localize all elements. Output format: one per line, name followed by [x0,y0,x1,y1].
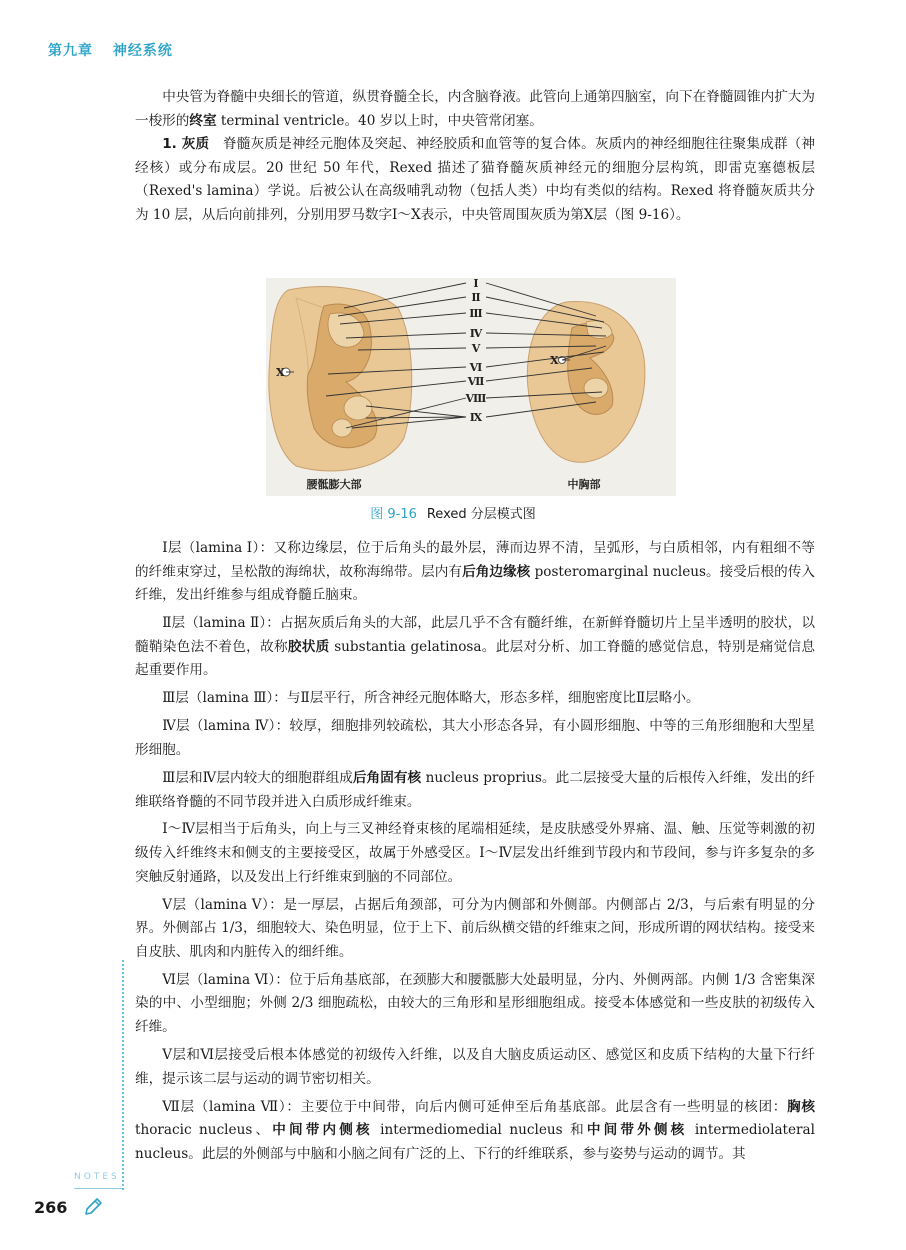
lamina-label: Ⅵ [469,361,483,374]
lumbosacral-section [269,287,412,471]
notes-divider [74,1188,122,1189]
term-gelatinosa: 胶状质 [287,638,330,655]
term-intermediolateral: 中间带外侧核 [586,1122,688,1139]
lamina-label: Ⅸ [469,411,483,424]
lumbosacral-caption: 腰骶膨大部 [306,478,362,491]
section-heading: 1. 灰质 [162,136,210,153]
paragraph-gray-matter: 1. 灰质 脊髓灰质是神经元胞体及突起、神经胶质和血管等的复合体。灰质内的神经细胞往往聚集成群（神经核）或分布成层。20 世纪 50 年代，Rexed 描述了猫脊髓灰质神经元的细胞分层构筑，即雷克塞德板层（Rexed's lamina）学说。后被公认在高级哺乳动物（包括人类）中均有类似的结构。Rexed 将脊髓灰质共分为 10 层，从后向前排列，分别用罗马数字Ⅰ～Ⅹ表示，中央管周围灰质为第Ⅹ层（图 9-16）。 [135,136,815,223]
figure-number: 图 9-16 [370,507,417,522]
paragraph-lamina-4: Ⅳ层（lamina Ⅳ）：较厚，细胞排列较疏松，其大小形态各异，有小圆形细胞、中等的三角形细胞和大型星形细胞。 [135,718,816,758]
figure-title: Rexed 分层模式图 [426,507,536,522]
paragraph-nucleus-proprius: Ⅲ层和Ⅳ层内较大的细胞群组成后角固有核 nucleus proprius。此二层接受大量的后根传入纤维，发出的纤维联络脊髓的不同节段并进入白质形成纤维束。 [135,769,815,810]
rexed-lamina-figure [266,278,676,496]
page-number: 266 [34,1198,68,1217]
intro-text [135,86,815,228]
paragraph-lamina-6: Ⅵ层（lamina Ⅵ）：位于后角基底部，在颈膨大和腰骶膨大处最明显，分内、外侧两部。内侧 1/3 含密集深染的中、小型细胞；外侧 2/3 细胞疏松，由较大的三角形和星形细胞组成。接受本体感觉和一些皮肤的初级传入纤维。 [135,971,815,1036]
pencil-icon [82,1196,104,1218]
lamina-x-label-left: Ⅹ [276,366,285,379]
term-nucleus-proprius: 后角固有核 [352,769,422,786]
lamina-descriptions [135,537,815,1171]
lamina-label: Ⅶ [467,375,485,388]
notes-label: NOTES [74,1172,120,1182]
paragraph-lamina-5-6: Ⅴ层和Ⅵ层接受后根本体感觉的初级传入纤维，以及自大脑皮质运动区、感觉区和皮质下结构的大量下行纤维，提示该二层与运动的调节密切相关。 [135,1047,815,1087]
lamina-label: Ⅷ [465,392,487,405]
thoracic-caption: 中胸部 [567,478,601,491]
paragraph-lamina-2: Ⅱ层（lamina Ⅱ）：占据灰质后角头的大部，此层几乎不含有髓纤维，在新鲜脊髓切片上呈半透明的胶状，以髓鞘染色法不着色，故称胶状质 substantia gelatinosa。此层对分析、加工脊髓的感觉信息，特别是痛觉信息起重要作用。 [135,615,816,679]
term-terminal-ventricle: 终室 [189,112,217,129]
lamina-label: Ⅰ [473,278,479,290]
term-posteromarginal: 后角边缘核 [462,563,531,580]
lamina-label: Ⅱ [471,291,481,304]
lamina-x-label-right: Ⅹ [550,354,559,367]
paragraph-lamina-1: Ⅰ层（lamina Ⅰ）：又称边缘层，位于后角头的最外层，薄而边界不清，呈弧形，与白质相邻，内有粗细不等的纤维束穿过，呈松散的海绵状，故称海绵带。层内有后角边缘核 posteromarginal nucleus。接受后根的传入纤维，发出纤维参与组成脊髓丘脑束。 [135,540,815,604]
chapter-header [48,40,187,60]
lamina-label: Ⅲ [469,307,483,320]
paragraph-lamina-3: Ⅲ层（lamina Ⅲ）：与Ⅱ层平行，所含神经元胞体略大，形态多样，细胞密度比Ⅱ层略小。 [162,690,700,707]
paragraph-central-canal: 中央管为脊髓中央细长的管道，纵贯脊髓全长，内含脑脊液。此管向上通第四脑室，向下在脊髓圆锥内扩大为一梭形的终室 terminal ventricle。40 岁以上时，中央管常闭塞。 [135,89,815,129]
term-thoracic-nucleus: 胸核 [787,1098,815,1115]
paragraph-lamina-5: Ⅴ层（lamina Ⅴ）：是一厚层，占据后角颈部，可分为内侧部和外侧部。内侧部占 2/3，与后索有明显的分界。外侧部占 1/3，细胞较大、染色明显，位于上下、前后纵横交错的纤维束之间，形成所谓的网状结构。接受来自皮肤、肌肉和内脏传入的细纤维。 [135,896,815,960]
chapter-number: 第九章 [48,43,93,59]
paragraph-lamina-1-4: Ⅰ～Ⅳ层相当于后角头，向上与三叉神经脊束核的尾端相延续，是皮肤感受外界痛、温、触、压觉等刺激的初级传入纤维终末和侧支的主要接受区，故属于外感受区。Ⅰ～Ⅳ层发出纤维到节段内和节段间，参与许多复杂的多突触反射通路，以及发出上行纤维束到脑的不同部位。 [135,821,815,885]
notes-rail [122,960,124,1190]
chapter-title: 神经系统 [112,43,173,59]
figure-caption [0,503,906,522]
paragraph-lamina-7: Ⅶ层（lamina Ⅶ）：主要位于中间带，向后内侧可延伸至后角基底部。此层含有一些明显的核团：胸核 thoracic nucleus、中间带内侧核 intermediomedial nucleus 和中间带外侧核 intermediolateral nucleus。此层的外侧部与中脑和小脑之间有广泛的上、下行的纤维联系，参与姿势与运动的调节。其 [135,1098,816,1162]
term-intermediomedial: 中间带内侧核 [272,1122,373,1139]
lamina-label: Ⅴ [471,342,481,355]
lamina-label: Ⅳ [469,327,483,340]
